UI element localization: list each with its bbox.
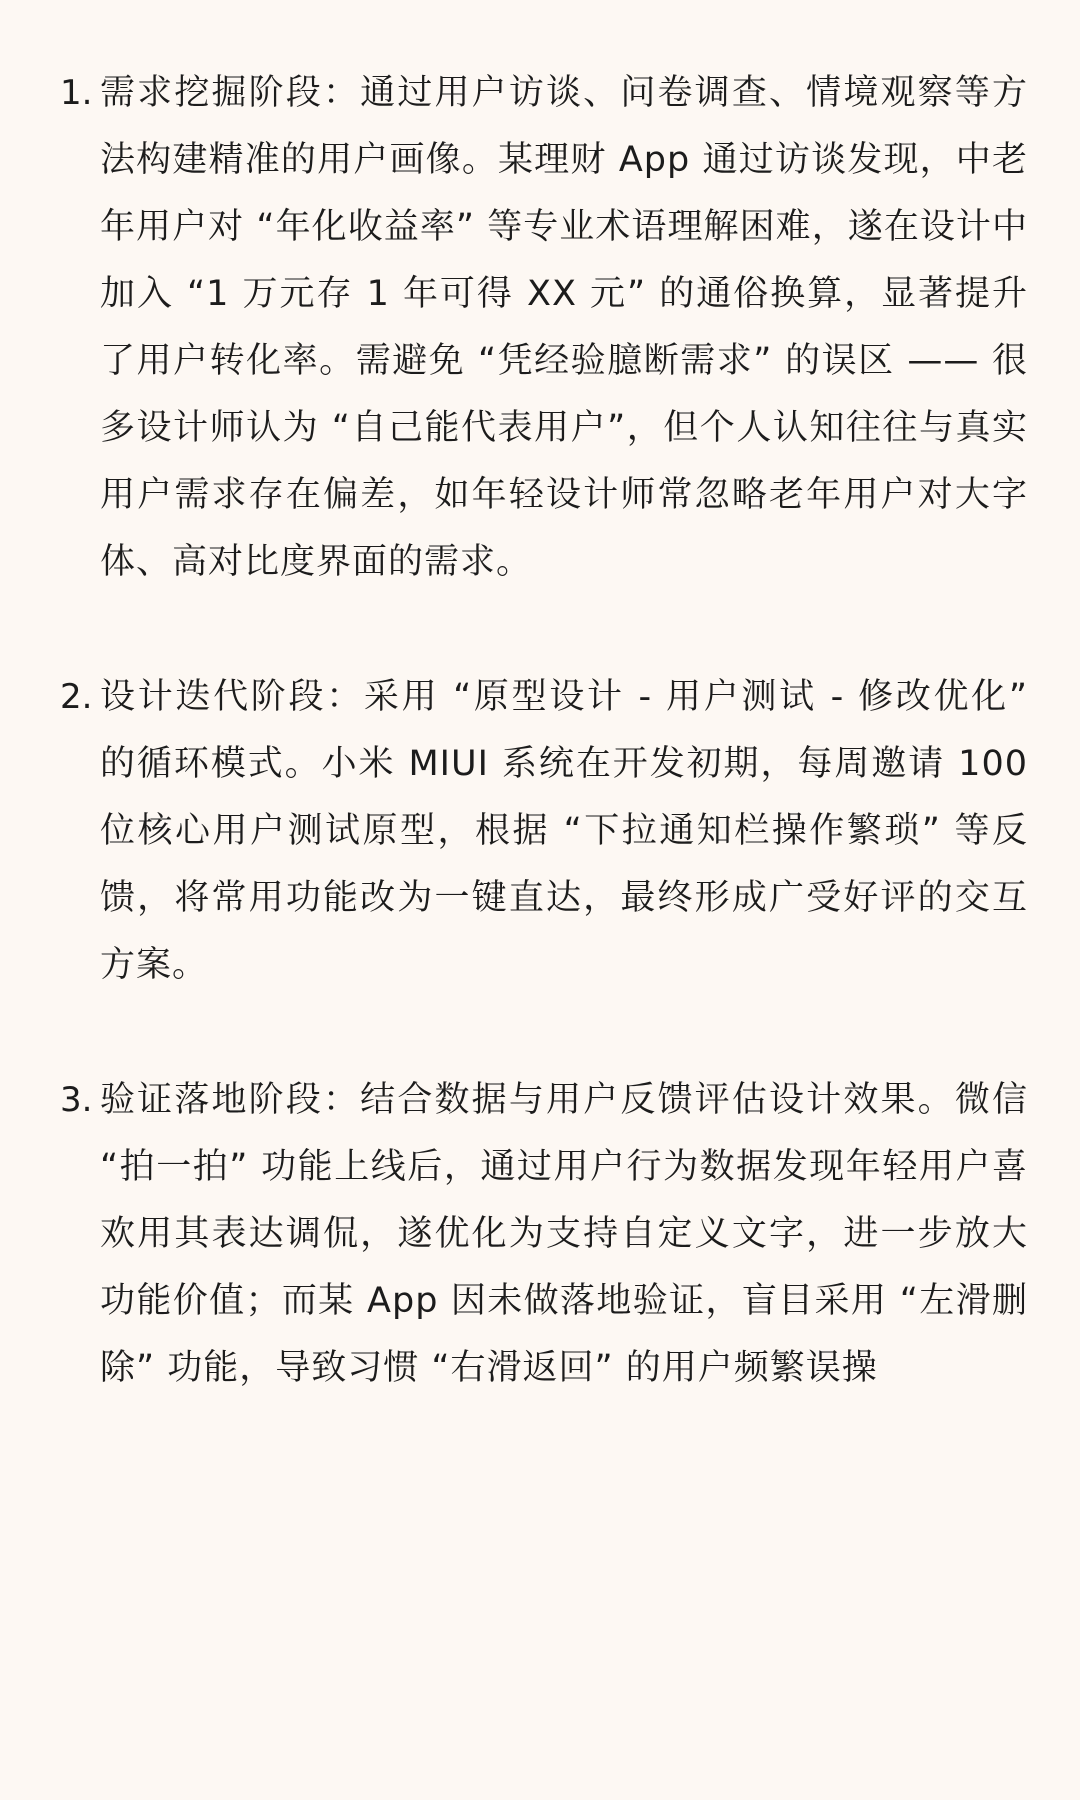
list-item-number: 3. <box>60 1080 93 1120</box>
list-item <box>60 60 1028 596</box>
list-item <box>60 1067 1028 1402</box>
list-item-text: 需求挖掘阶段：通过用户访谈、问卷调查、情境观察等方法构建精准的用户画像。某理财 App 通过访谈发现，中老年用户对 “年化收益率” 等专业术语理解困难，遂在设计中加入 “1 万元存 1 年可得 XX 元” 的通俗换算，显著提升了用户转化率。需避免 “凭经验臆断需求” 的误区 —— 很多设计师认为 “自己能代表用户”，但个人认知往往与真实用户需求存在偏差，如年轻设计师常忽略老年用户对大字体、高对比度界面的需求。 <box>100 73 1028 582</box>
list-item-number: 1. <box>60 73 93 113</box>
list-item-text: 设计迭代阶段：采用 “原型设计 - 用户测试 - 修改优化” 的循环模式。小米 MIUI 系统在开发初期，每周邀请 100 位核心用户测试原型，根据 “下拉通知栏操作繁琐” 等反馈，将常用功能改为一键直达，最终形成广受好评的交互方案。 <box>100 677 1028 985</box>
list-item-number: 2. <box>60 677 93 717</box>
list-item-text: 验证落地阶段：结合数据与用户反馈评估设计效果。微信 “拍一拍” 功能上线后，通过用户行为数据发现年轻用户喜欢用其表达调侃，遂优化为支持自定义文字，进一步放大功能价值；而某 App 因未做落地验证，盲目采用 “左滑删除” 功能，导致习惯 “右滑返回” 的用户频繁误操 <box>100 1080 1028 1388</box>
list-item <box>60 664 1028 999</box>
